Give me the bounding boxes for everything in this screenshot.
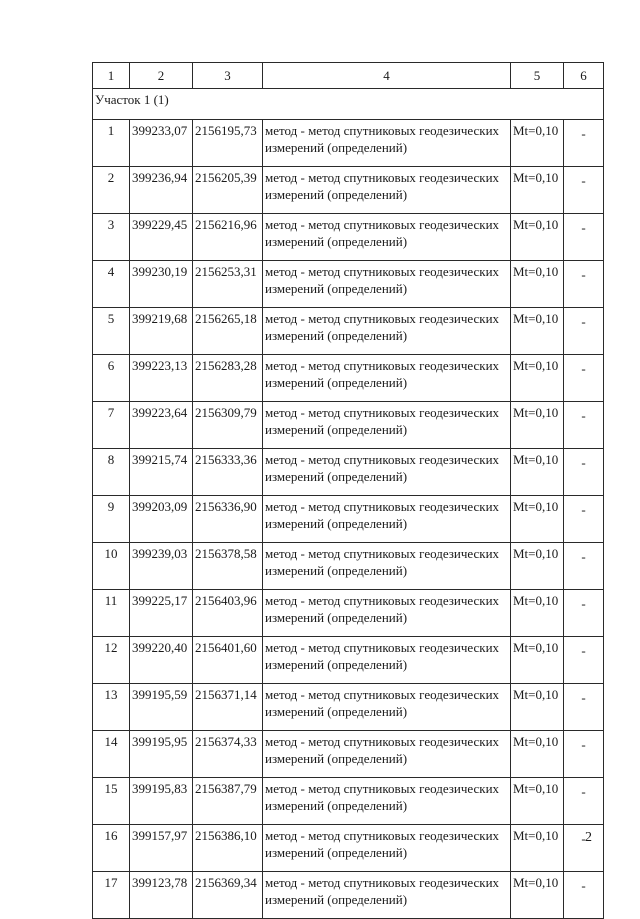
method-cell: метод - метод спутниковых геодезических измерений (определений) [263, 120, 511, 167]
x-coordinate-cell: 399225,17 [130, 590, 193, 637]
section-row [93, 89, 604, 120]
table-row [93, 496, 604, 543]
extra-cell: - [564, 402, 604, 449]
method-cell: метод - метод спутниковых геодезических измерений (определений) [263, 402, 511, 449]
y-coordinate-cell: 2156401,60 [193, 637, 263, 684]
extra-cell: - [564, 449, 604, 496]
accuracy-cell: Mt=0,10 [511, 214, 564, 261]
table-row [93, 825, 604, 872]
point-number-cell: 3 [93, 214, 130, 261]
y-coordinate-cell: 2156283,28 [193, 355, 263, 402]
table-row [93, 120, 604, 167]
method-cell: метод - метод спутниковых геодезических измерений (определений) [263, 214, 511, 261]
table-row [93, 872, 604, 919]
method-cell: метод - метод спутниковых геодезических измерений (определений) [263, 308, 511, 355]
table-row [93, 402, 604, 449]
accuracy-cell: Mt=0,10 [511, 120, 564, 167]
y-coordinate-cell: 2156195,73 [193, 120, 263, 167]
x-coordinate-cell: 399195,95 [130, 731, 193, 778]
coordinates-table [92, 62, 604, 919]
column-header-6: 6 [564, 63, 604, 89]
accuracy-cell: Mt=0,10 [511, 825, 564, 872]
point-number-cell: 14 [93, 731, 130, 778]
extra-cell: - [564, 355, 604, 402]
column-header-row [93, 63, 604, 89]
y-coordinate-cell: 2156253,31 [193, 261, 263, 308]
extra-cell: - [564, 731, 604, 778]
accuracy-cell: Mt=0,10 [511, 308, 564, 355]
accuracy-cell: Mt=0,10 [511, 778, 564, 825]
y-coordinate-cell: 2156371,14 [193, 684, 263, 731]
method-cell: метод - метод спутниковых геодезических измерений (определений) [263, 637, 511, 684]
method-cell: метод - метод спутниковых геодезических измерений (определений) [263, 261, 511, 308]
accuracy-cell: Mt=0,10 [511, 167, 564, 214]
method-cell: метод - метод спутниковых геодезических измерений (определений) [263, 543, 511, 590]
x-coordinate-cell: 399157,97 [130, 825, 193, 872]
table-row [93, 167, 604, 214]
x-coordinate-cell: 399123,78 [130, 872, 193, 919]
extra-cell: - [564, 590, 604, 637]
point-number-cell: 5 [93, 308, 130, 355]
point-number-cell: 8 [93, 449, 130, 496]
method-cell: метод - метод спутниковых геодезических измерений (определений) [263, 449, 511, 496]
accuracy-cell: Mt=0,10 [511, 590, 564, 637]
table-row [93, 778, 604, 825]
x-coordinate-cell: 399219,68 [130, 308, 193, 355]
point-number-cell: 12 [93, 637, 130, 684]
y-coordinate-cell: 2156374,33 [193, 731, 263, 778]
method-cell: метод - метод спутниковых геодезических измерений (определений) [263, 825, 511, 872]
accuracy-cell: Mt=0,10 [511, 261, 564, 308]
x-coordinate-cell: 399236,94 [130, 167, 193, 214]
point-number-cell: 10 [93, 543, 130, 590]
accuracy-cell: Mt=0,10 [511, 496, 564, 543]
point-number-cell: 6 [93, 355, 130, 402]
extra-cell: - [564, 167, 604, 214]
x-coordinate-cell: 399229,45 [130, 214, 193, 261]
extra-cell: - [564, 120, 604, 167]
y-coordinate-cell: 2156333,36 [193, 449, 263, 496]
extra-cell: - [564, 214, 604, 261]
x-coordinate-cell: 399223,13 [130, 355, 193, 402]
method-cell: метод - метод спутниковых геодезических измерений (определений) [263, 496, 511, 543]
x-coordinate-cell: 399223,64 [130, 402, 193, 449]
x-coordinate-cell: 399203,09 [130, 496, 193, 543]
column-header-5: 5 [511, 63, 564, 89]
column-header-1: 1 [93, 63, 130, 89]
y-coordinate-cell: 2156403,96 [193, 590, 263, 637]
point-number-cell: 2 [93, 167, 130, 214]
method-cell: метод - метод спутниковых геодезических измерений (определений) [263, 590, 511, 637]
extra-cell: - [564, 825, 604, 872]
y-coordinate-cell: 2156205,39 [193, 167, 263, 214]
extra-cell: - [564, 684, 604, 731]
method-cell: метод - метод спутниковых геодезических измерений (определений) [263, 684, 511, 731]
table-row [93, 543, 604, 590]
accuracy-cell: Mt=0,10 [511, 402, 564, 449]
accuracy-cell: Mt=0,10 [511, 731, 564, 778]
column-header-2: 2 [130, 63, 193, 89]
x-coordinate-cell: 399230,19 [130, 261, 193, 308]
y-coordinate-cell: 2156265,18 [193, 308, 263, 355]
table-body [93, 89, 604, 919]
table-row [93, 684, 604, 731]
method-cell: метод - метод спутниковых геодезических измерений (определений) [263, 872, 511, 919]
extra-cell: - [564, 308, 604, 355]
table-row [93, 590, 604, 637]
x-coordinate-cell: 399195,59 [130, 684, 193, 731]
y-coordinate-cell: 2156336,90 [193, 496, 263, 543]
accuracy-cell: Mt=0,10 [511, 543, 564, 590]
page-number: 2 [585, 830, 592, 845]
point-number-cell: 11 [93, 590, 130, 637]
y-coordinate-cell: 2156216,96 [193, 214, 263, 261]
table-row [93, 214, 604, 261]
point-number-cell: 4 [93, 261, 130, 308]
extra-cell: - [564, 778, 604, 825]
table-row [93, 261, 604, 308]
table-row [93, 637, 604, 684]
x-coordinate-cell: 399220,40 [130, 637, 193, 684]
method-cell: метод - метод спутниковых геодезических измерений (определений) [263, 167, 511, 214]
section-title: Участок 1 (1) [93, 89, 604, 120]
extra-cell: - [564, 543, 604, 590]
accuracy-cell: Mt=0,10 [511, 684, 564, 731]
x-coordinate-cell: 399195,83 [130, 778, 193, 825]
point-number-cell: 17 [93, 872, 130, 919]
column-header-3: 3 [193, 63, 263, 89]
point-number-cell: 7 [93, 402, 130, 449]
y-coordinate-cell: 2156386,10 [193, 825, 263, 872]
x-coordinate-cell: 399239,03 [130, 543, 193, 590]
point-number-cell: 1 [93, 120, 130, 167]
extra-cell: - [564, 496, 604, 543]
point-number-cell: 15 [93, 778, 130, 825]
y-coordinate-cell: 2156369,34 [193, 872, 263, 919]
accuracy-cell: Mt=0,10 [511, 637, 564, 684]
point-number-cell: 13 [93, 684, 130, 731]
point-number-cell: 16 [93, 825, 130, 872]
x-coordinate-cell: 399233,07 [130, 120, 193, 167]
accuracy-cell: Mt=0,10 [511, 872, 564, 919]
y-coordinate-cell: 2156387,79 [193, 778, 263, 825]
extra-cell: - [564, 637, 604, 684]
table-row [93, 731, 604, 778]
accuracy-cell: Mt=0,10 [511, 449, 564, 496]
table-row [93, 308, 604, 355]
x-coordinate-cell: 399215,74 [130, 449, 193, 496]
point-number-cell: 9 [93, 496, 130, 543]
method-cell: метод - метод спутниковых геодезических измерений (определений) [263, 778, 511, 825]
table-row [93, 449, 604, 496]
method-cell: метод - метод спутниковых геодезических измерений (определений) [263, 355, 511, 402]
extra-cell: - [564, 872, 604, 919]
method-cell: метод - метод спутниковых геодезических измерений (определений) [263, 731, 511, 778]
extra-cell: - [564, 261, 604, 308]
y-coordinate-cell: 2156309,79 [193, 402, 263, 449]
accuracy-cell: Mt=0,10 [511, 355, 564, 402]
column-header-4: 4 [263, 63, 511, 89]
table-row [93, 355, 604, 402]
y-coordinate-cell: 2156378,58 [193, 543, 263, 590]
